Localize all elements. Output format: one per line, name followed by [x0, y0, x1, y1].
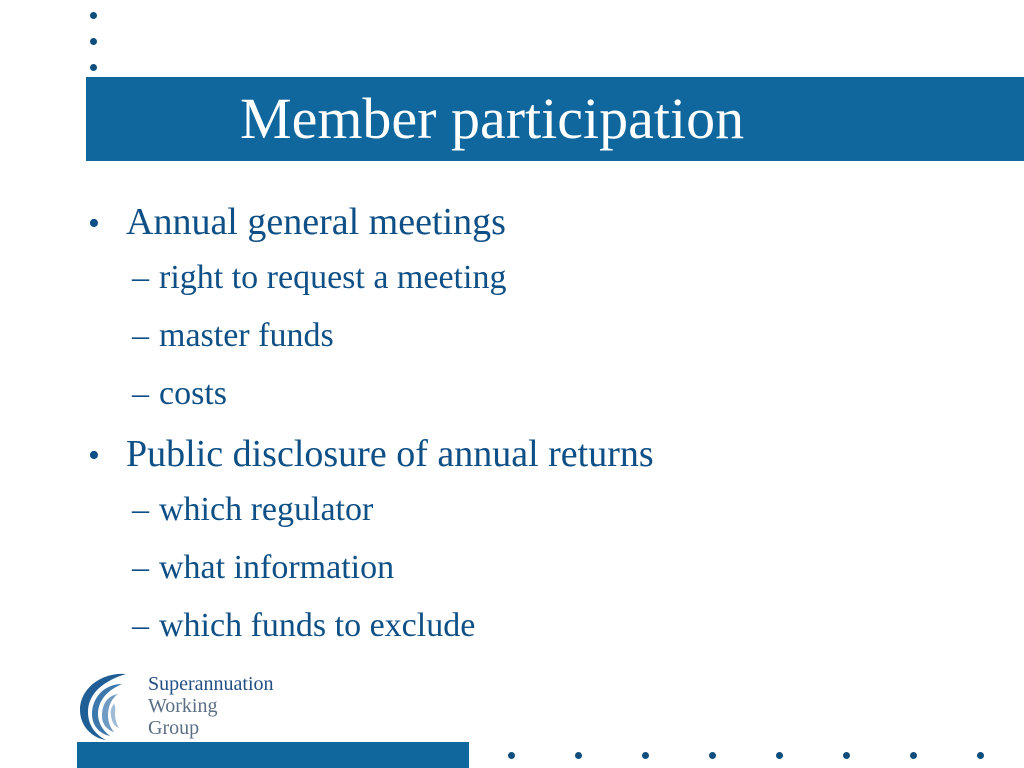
bullet-text: Annual general meetings	[126, 201, 506, 243]
dot-decoration	[910, 752, 917, 759]
logo-swirl-icon	[74, 670, 138, 742]
dot-decoration	[575, 752, 582, 759]
title-banner	[86, 77, 1024, 161]
slide-title: Member participation	[240, 86, 745, 151]
bullet-text: Public disclosure of annual returns	[126, 433, 654, 475]
logo-line: Group	[148, 717, 200, 739]
sub-bullet-text: costs	[159, 375, 227, 412]
dash-marker: –	[132, 607, 149, 644]
dot-decoration	[843, 752, 850, 759]
sub-bullet-text: which funds to exclude	[159, 607, 476, 644]
dot-decoration	[977, 752, 984, 759]
dot-decoration	[709, 752, 716, 759]
sub-bullet-item	[132, 314, 984, 358]
dot-decoration	[642, 752, 649, 759]
sub-bullet-item	[132, 372, 984, 416]
bullet-group	[88, 198, 984, 416]
sub-bullet-item	[132, 604, 984, 648]
sub-bullet-list	[88, 488, 984, 648]
dash-marker: –	[132, 375, 149, 412]
sub-bullet-text: master funds	[159, 317, 334, 354]
bullet-marker: •	[88, 437, 100, 474]
bullet-item	[88, 198, 984, 248]
sub-bullet-list	[88, 256, 984, 416]
organization-logo	[74, 670, 304, 750]
logo-line: Working	[148, 695, 218, 717]
dash-marker: –	[132, 317, 149, 354]
sub-bullet-item	[132, 488, 984, 532]
dash-marker: –	[132, 259, 149, 296]
sub-bullet-text: right to request a meeting	[159, 259, 507, 296]
sub-bullet-text: which regulator	[159, 491, 374, 528]
bullet-marker: •	[88, 205, 100, 242]
sub-bullet-item	[132, 546, 984, 590]
bullet-group	[88, 430, 984, 648]
dash-marker: –	[132, 549, 149, 586]
decorative-dots-bottom	[508, 752, 984, 759]
dot-decoration	[90, 12, 97, 19]
sub-bullet-item	[132, 256, 984, 300]
dot-decoration	[90, 64, 97, 71]
sub-bullet-text: what information	[159, 549, 395, 586]
bullet-item	[88, 430, 984, 480]
dot-decoration	[776, 752, 783, 759]
dot-decoration	[508, 752, 515, 759]
dash-marker: –	[132, 491, 149, 528]
logo-line: Superannuation	[148, 673, 274, 695]
slide-content	[88, 190, 984, 662]
logo-text	[148, 673, 274, 739]
footer-bar	[77, 742, 469, 768]
dot-decoration	[90, 38, 97, 45]
